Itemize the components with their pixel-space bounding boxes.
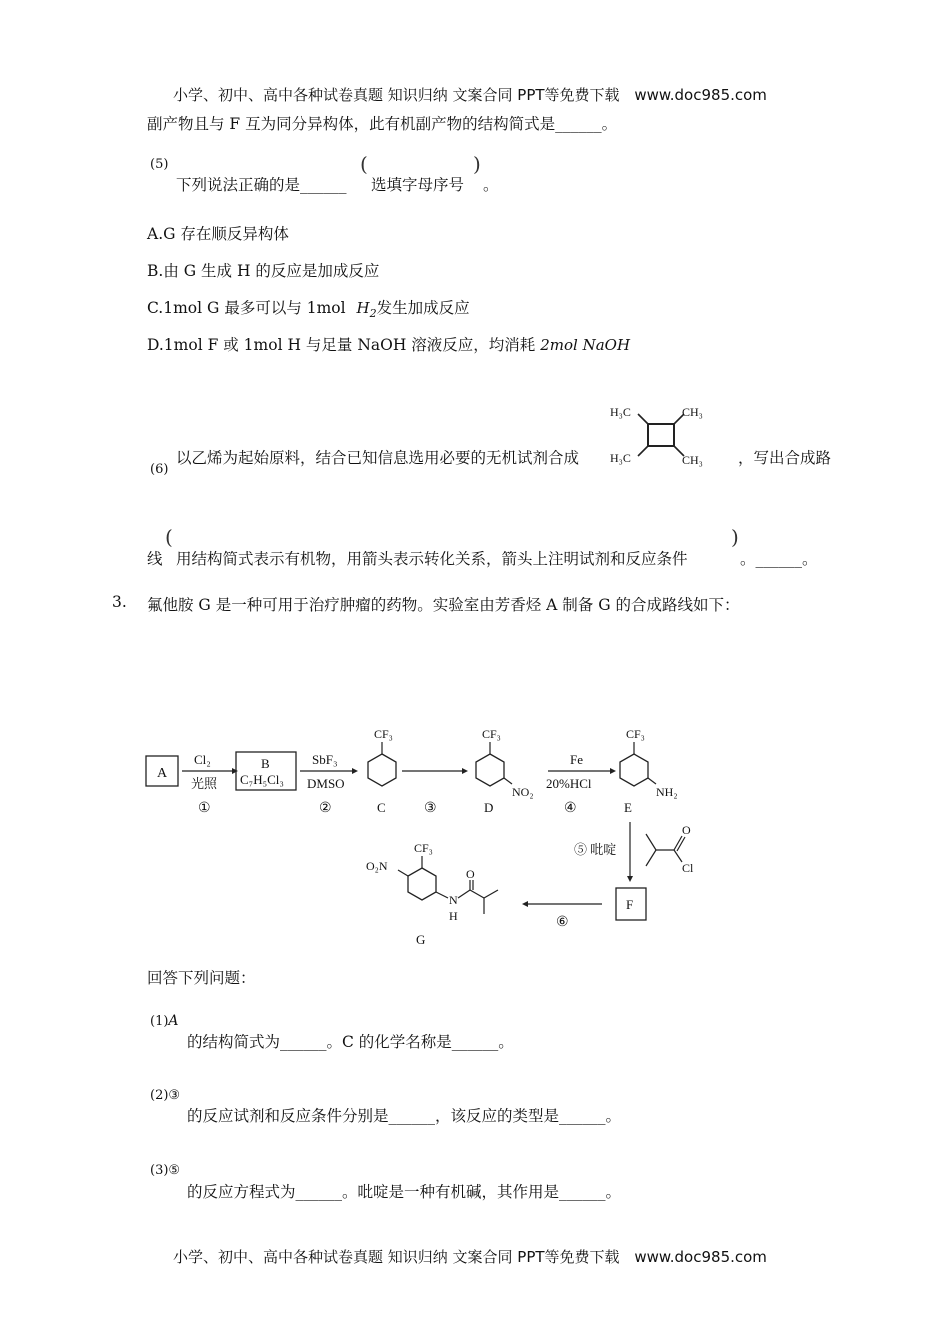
label-g: G [416, 932, 426, 947]
acyl-bond-1 [646, 834, 656, 850]
r2-num: ② [319, 801, 332, 816]
e-cf3: CF₃ [626, 727, 645, 741]
methyl-br: CH₃ [682, 453, 703, 467]
synthesis-scheme [140, 720, 720, 952]
e-nh2: NH₂ [656, 785, 678, 799]
q5-option-c-formula: H [356, 299, 370, 317]
p2-text: 的反应试剂和反应条件分别是______，该反应的类型是______。 [187, 1107, 622, 1125]
p1-text: 的结构简式为______。C 的化学名称是______。 [187, 1033, 514, 1051]
p3-num: (3)⑤ [150, 1163, 181, 1178]
e-bond-nh2 [648, 778, 656, 784]
q5-number: (5) [150, 157, 169, 172]
g-h: H [449, 909, 458, 923]
r1-num: ① [198, 801, 211, 816]
q5-paren-open: ( [360, 152, 368, 176]
d-no2: NO₂ [512, 785, 534, 799]
q5-option-b: B.由 G 生成 H 的反应是加成反应 [147, 262, 380, 280]
page-header [173, 84, 767, 105]
p2-num: (2)③ [150, 1088, 181, 1103]
q5-paren-content: 选填字母序号 [371, 176, 465, 194]
arrow-5-head [627, 876, 633, 882]
q5-end: 。 [483, 176, 499, 194]
benzene-e [620, 754, 648, 786]
q6-text1: 以乙烯为起始原料，结合已知信息选用必要的无机试剂合成 [176, 449, 580, 467]
q5-paren-close: ) [473, 152, 481, 176]
g-bond-nc [458, 890, 470, 898]
p3-text: 的反应方程式为______。吡啶是一种有机碱，其作用是______。 [187, 1183, 622, 1201]
p1-num-text: (1) [150, 1014, 169, 1029]
bond-bl [638, 446, 648, 456]
g-cf3: CF₃ [414, 841, 433, 855]
q5-option-c-post: 发生加成反应 [376, 299, 470, 317]
q5-option-a: A.G 存在顺反异构体 [147, 225, 289, 243]
acyl-cl: Cl [682, 861, 694, 875]
footer-text: 小学、初中、高中各种试卷真题 知识归纳 文案合同 PPT等免费下载 [173, 1248, 620, 1266]
g-bond-chain-2 [484, 890, 498, 898]
cyclobutane-ring [648, 424, 674, 446]
methyl-bl: H₃C [610, 451, 631, 465]
r3-num: ③ [424, 801, 437, 816]
g-bond-no2 [398, 870, 408, 876]
q5-option-d [147, 333, 630, 355]
bond-tl [638, 414, 648, 424]
acyl-co-2 [677, 837, 685, 851]
page-footer [173, 1246, 767, 1267]
g-bond-n [436, 892, 448, 898]
label-a: A [157, 766, 168, 781]
benzene-g [408, 868, 436, 900]
acyl-co-1 [674, 836, 682, 850]
methyl-tr: CH₃ [682, 405, 703, 419]
q6-number: (6) [150, 462, 169, 477]
r1-bottom: 光照 [191, 776, 218, 791]
q3-number: 3. [112, 593, 127, 611]
q5-intro: 副产物且与 F 互为同分异构体，此有机副产物的结构简式是______。 [147, 115, 618, 133]
r4-bottom: 20%HCl [546, 776, 592, 791]
q6-line2-pre: 线 [147, 550, 163, 568]
methyl-tl: H₃C [610, 405, 631, 419]
acyl-bond-2 [646, 850, 656, 866]
label-d: D [484, 800, 494, 815]
r1-top: Cl₂ [194, 752, 211, 767]
arrow-3-head [462, 768, 468, 774]
r4-top: Fe [570, 752, 583, 767]
arrow-2-head [352, 768, 358, 774]
q5-stem: 下列说法正确的是______ [176, 176, 347, 194]
r2-bottom: DMSO [307, 776, 345, 791]
q5-option-c-sub: 2 [369, 307, 377, 321]
benzene-d [476, 754, 504, 786]
arrow-6-head [522, 901, 528, 907]
label-e: E [624, 800, 632, 815]
r5-label: ⑤ 吡啶 [574, 842, 617, 857]
cyclobutane-structure [608, 402, 720, 468]
r4-num: ④ [564, 801, 577, 816]
p1-num [150, 1013, 179, 1029]
label-f: F [626, 897, 634, 912]
r6-num: ⑥ [556, 915, 569, 930]
d-cf3: CF₃ [482, 727, 501, 741]
r2-top: SbF₃ [312, 752, 338, 767]
label-b: B [261, 756, 270, 771]
label-c: C [377, 800, 386, 815]
q5-option-d-pre: D.1mol F 或 1mol H 与足量 NaOH 溶液反应，均消耗 [147, 336, 536, 354]
d-bond-no2 [504, 778, 512, 784]
c-cf3: CF₃ [374, 727, 393, 741]
g-n: N [449, 893, 458, 907]
header-url: www.doc985.com [634, 86, 767, 104]
header-text: 小学、初中、高中各种试卷真题 知识归纳 文案合同 PPT等免费下载 [173, 86, 620, 104]
q6-paren-open: ( [165, 525, 173, 549]
answer-intro: 回答下列问题： [147, 969, 256, 987]
g-bond-chain-1 [470, 890, 484, 898]
arrow-4-head [610, 768, 616, 774]
benzene-c [368, 754, 396, 786]
acyl-ccl [674, 850, 682, 862]
g-o: O [466, 867, 475, 881]
q6-paren-content: 用结构简式表示有机物，用箭头表示转化关系，箭头上注明试剂和反应条件 [176, 550, 688, 568]
q6-line2-end: 。______。 [740, 550, 818, 568]
arrow-1-head [232, 768, 238, 774]
b-formula: C₇H₅Cl₃ [240, 772, 284, 787]
footer-url: www.doc985.com [634, 1248, 767, 1266]
q5-option-c [147, 296, 470, 320]
p1-var: A [168, 1013, 179, 1029]
acyl-o: O [682, 823, 691, 837]
q5-option-c-pre: C.1mol G 最多可以与 1mol [147, 299, 346, 317]
g-no2: O₂N [366, 859, 388, 873]
q6-text2: ，写出合成路 [738, 449, 832, 467]
q3-text: 氟他胺 G 是一种可用于治疗肿瘤的药物。实验室由芳香烃 A 制备 G 的合成路线如下： [147, 596, 740, 614]
q6-paren-close: ) [731, 525, 739, 549]
q5-option-d-formula: 2mol NaOH [540, 336, 631, 354]
